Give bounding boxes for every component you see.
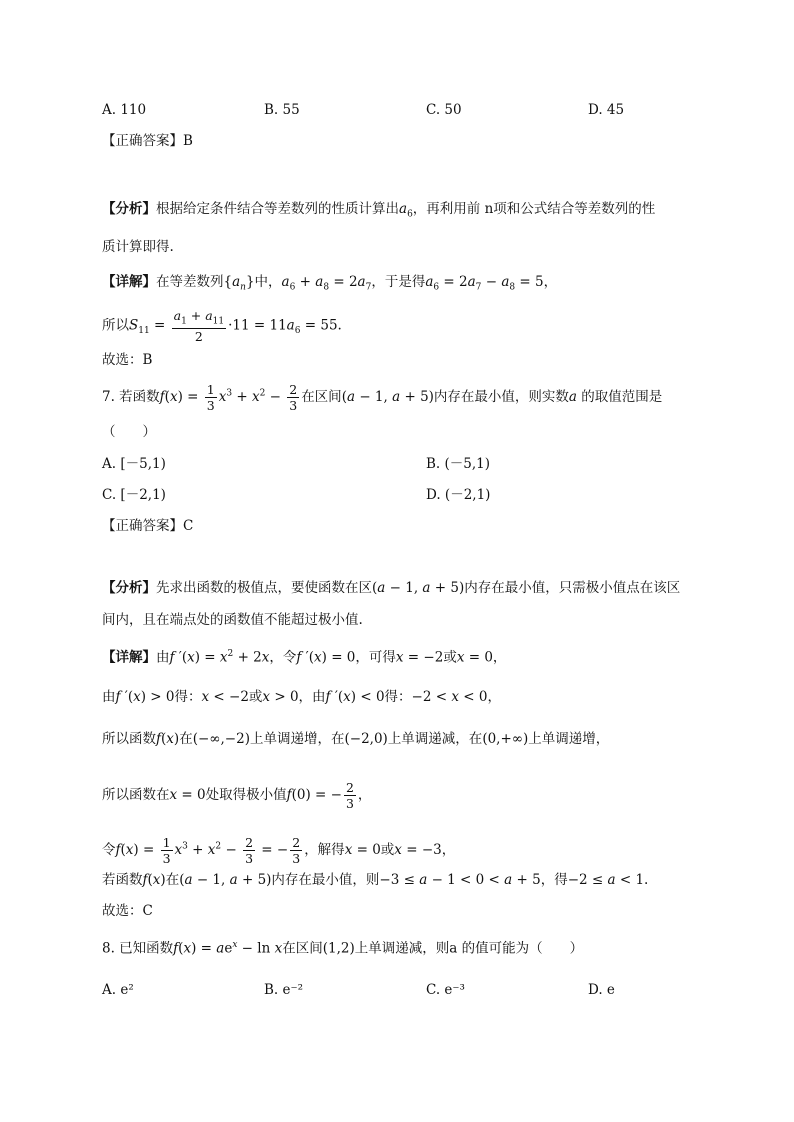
q7-option-c: C. [－2,1) (102, 487, 166, 503)
q8-option-b: B. e⁻² (264, 982, 304, 998)
q7-analysis-line1: 【分析】先求出函数的极值点，要使函数在区(a − 1, a + 5)内存在最小值，只需极小值点在该区 (102, 580, 681, 596)
q7-detail-line3: 所以函数f(x)在(−∞,−2)上单调递增，在(−2,0)上单调递减，在(0,+∞)上单调递增， (102, 731, 610, 747)
q8-option-a: A. e² (102, 982, 134, 998)
q7-paren: （ ） (102, 424, 156, 440)
q6-choose: 故选：B (102, 352, 153, 368)
q7-stem: 7. 若函数f(x) = $\frac{1}{3}$ $x^3 + x^2$ − $\frac{2}{3}$ 在区间(a − 1, a + 5)内存在最小值，则实数a 的取值范围是 (102, 382, 663, 414)
q8-option-c: C. e⁻³ (426, 982, 465, 998)
q6-sum-formula: 所以$S_{11}$ = $\frac{a_1 + a_{11}}{2}$ $\cdot 11 = 11a_6 = 55$. (102, 308, 342, 344)
q7-answer: 【正确答案】C (102, 518, 194, 534)
q6-analysis-line2: 质计算即得. (102, 239, 174, 255)
q7-detail-line5: 令f(x) = $\frac{1}{3}$ $x^3 + x^2$ − $\frac{2}{3}$ = − $\frac{2}{3}$ ，解得x = 0或x = −3， (102, 835, 456, 867)
q8-option-d: D. e (588, 982, 615, 998)
q7-detail-line4: 所以函数在x = 0处取得极小值f(0) = − $\frac{2}{3}$ ， (102, 780, 372, 812)
q7-option-a: A. [－5,1) (102, 456, 166, 472)
q6-detail-line: 【详解】在等差数列$\{a_n\}$中，$a_6 + a_8 = 2a_7$，于是得$a_6 = 2a_7 - a_8 = 5$， (102, 274, 558, 293)
q8-stem: 8. 已知函数$f(x) = ae^x - \ln x$在区间(1,2)上单调递减，则a 的值可能为（ ） (102, 940, 584, 957)
q6-option-d: D. 45 (588, 102, 625, 118)
q7-detail-line1: 【详解】由f $'(x) = x^2 + 2x$，令f ′(x) = 0，可得x = −2或x = 0， (102, 649, 507, 666)
q6-option-b: B. 55 (264, 102, 300, 118)
q6-analysis-line1: 【分析】根据给定条件结合等差数列的性质计算出$a_6$，再利用前 n项和公式结合等差数列的性 (102, 201, 656, 220)
q7-choose: 故选：C (102, 903, 153, 919)
q6-answer: 【正确答案】B (102, 133, 193, 149)
q7-analysis-line2: 间内，且在端点处的函数值不能超过极小值. (102, 612, 363, 628)
q6-option-a: A. 110 (102, 102, 147, 118)
q7-detail-line6: 若函数f(x)在(a − 1, a + 5)内存在最小值，则−3 ≤ a − 1 < 0 < a + 5，得−2 ≤ a < 1. (102, 872, 649, 888)
q7-option-b: B. (－5,1) (426, 456, 491, 472)
q6-option-c: C. 50 (426, 102, 462, 118)
q7-detail-line2: 由f ′(x) > 0得：x < −2或x > 0，由f ′(x) < 0得：−2 < x < 0， (102, 689, 501, 705)
q7-option-d: D. (－2,1) (426, 487, 491, 503)
